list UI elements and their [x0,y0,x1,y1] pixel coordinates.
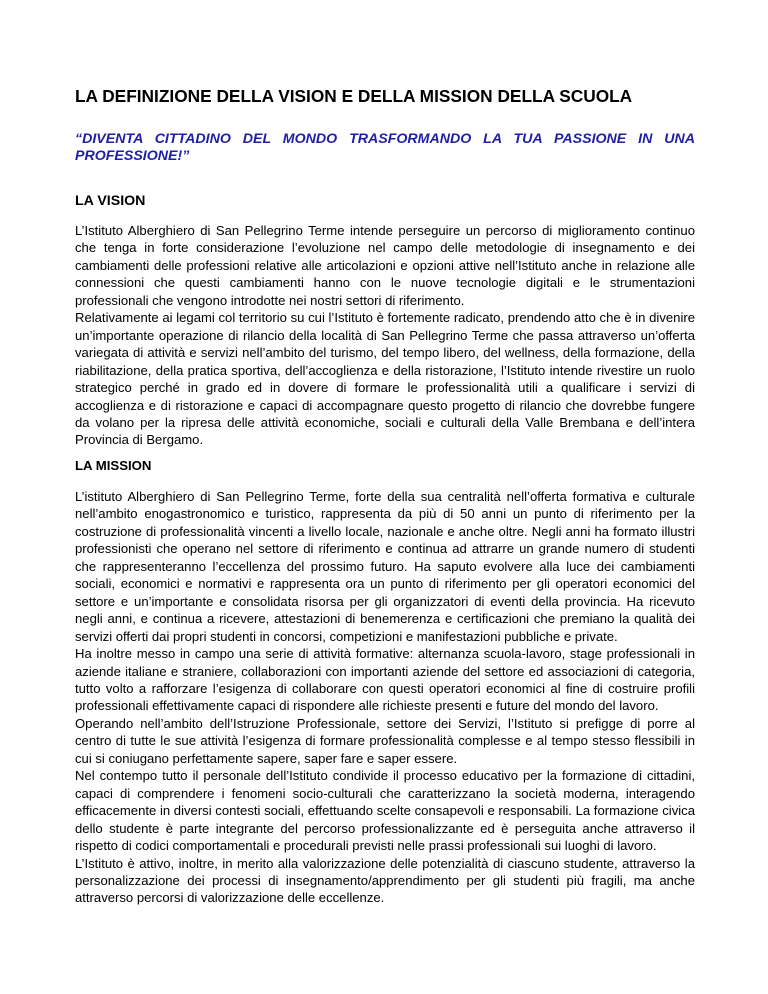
motto-line-1: “DIVENTA CITTADINO DEL MONDO TRASFORMANDO LA TUA PASSIONE IN UNA [75,131,695,147]
vision-text [75,222,695,449]
mission-paragraph: Ha inoltre messo in campo una serie di attività formative: alternanza scuola-lavoro, stage professionali in aziende italiane e straniere, collaborazioni con importanti aziende del settore ed associazioni di categoria, tutto volto a rafforzare l’esigenza di collaborare con questi operatori economici al fine di costruire profili professionali effettivamente capaci di rispondere alle richieste presenti e future del mondo del lavoro. [75,646,695,714]
document-title: LA DEFINIZIONE DELLA VISION E DELLA MISSION DELLA SCUOLA [75,86,633,106]
school-motto [75,131,695,165]
vision-paragraph: L’Istituto Alberghiero di San Pellegrino Terme intende perseguire un percorso di miglioramento continuo che tenga in forte considerazione l’evoluzione nel campo delle metodologie di insegnamento e dei cambiamenti delle professioni relative alle articolazioni e opzioni attive nell’Istituto anche in relazione alle connessioni che questi cambiamenti hanno con le nuove tecnologie digitali e le strumentazioni professionali che vengono introdotte nei nostri settori di riferimento. [75,223,695,308]
mission-paragraph: Operando nell’ambito dell’Istruzione Professionale, settore dei Servizi, l’Istituto si prefigge di porre al centro di tutte le sue attività l’esigenza di formare professionalità complesse e al tempo stesso flessibili in cui si coniugano perfettamente sapere, saper fare e saper essere. [75,715,695,766]
mission-paragraph: L’Istituto è attivo, inoltre, in merito alla valorizzazione delle potenzialità di ciascuno studente, attraverso la personalizzazione dei processi di insegnamento/apprendimento per gli studenti più fragili, ma anche attraverso percorsi di valorizzazione delle eccellenze. [75,855,695,906]
motto-line-2: PROFESSIONE!” [75,148,190,164]
mission-heading: LA MISSION [75,458,152,473]
mission-paragraph: L’istituto Alberghiero di San Pellegrino Terme, forte della sua centralità nell’offerta formativa e culturale nell’ambito enogastronomico e turistico, rappresenta da più di 50 anni un punto di riferimento per la costruzione di professionalità vincenti a livello locale, nazionale e anche oltre. Negli anni ha formato illustri professionisti che operano nel settore di riferimento e continua ad attrarre un grande numero di studenti che rappresenteranno l’eccellenza del prossimo futuro. Ha saputo evolvere alla luce dei cambiamenti sociali, economici e normativi e rappresenta ora un punto di riferimento per gli operatori economici del settore e un’importante e consolidata risorsa per gli organizzatori di eventi della provincia. Ha ricevuto negli anni, e continua a ricevere, attestazioni di benemerenza e certificazioni che premiano la qualità dei servizi offerti dai propri studenti in concorsi, competizioni e manifestazioni pubbliche e private. [75,489,695,644]
vision-heading: LA VISION [75,193,146,209]
mission-paragraph: Nel contempo tutto il personale dell’Istituto condivide il processo educativo per la formazione di cittadini, capaci di comprendere i fenomeni socio-culturali che caratterizzano la società moderna, interagendo efficacemente in diversi contesti sociali, effettuando scelte consapevoli e responsabili. La formazione civica dello studente è parte integrante del percorso professionalizzante ed è perseguita anche attraverso il rispetto di codici comportamentali e procedurali previsti nelle prassi professionali sui luoghi di lavoro. [75,768,695,854]
vision-paragraph: Relativamente ai legami col territorio su cui l’Istituto è fortemente radicato, prendendo atto che è in divenire un’importante operazione di rilancio della località di San Pellegrino Terme che passa attraverso un’offerta variegata di attività e servizi nell’ambito del turismo, del tempo libero, del wellness, della formazione, della riabilitazione, della pratica sportiva, dell’accoglienza e della ristorazione, l’Istituto intende rivestire un ruolo strategico perché in grado ed in dovere di formare le professionalità utili a qualificare i servizi di accoglienza e di ristorazione e capaci di accompagnare questo progetto di rilancio che dovrebbe fungere da volano per la ripresa delle attività economiche, sociali e culturali della Valle Brembana e dell’intera Provincia di Bergamo. [75,310,695,448]
mission-text [75,488,695,907]
